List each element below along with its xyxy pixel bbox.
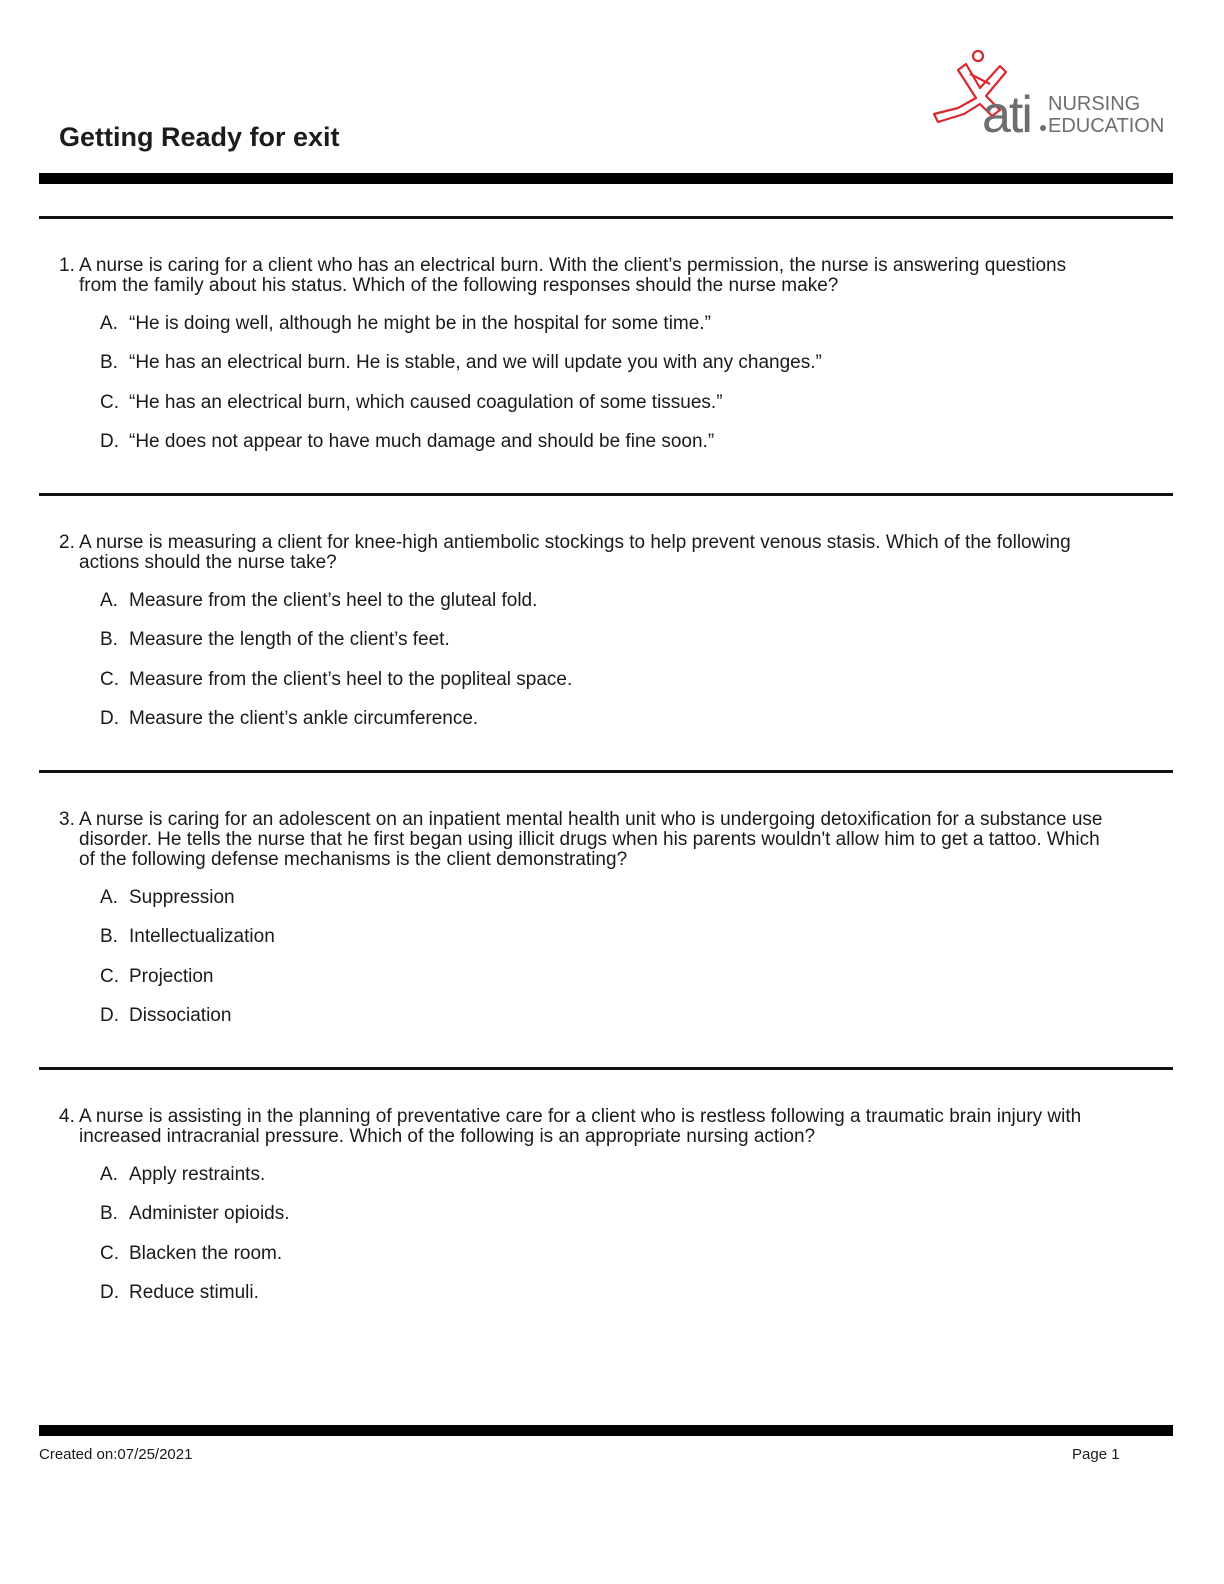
created-date: Created on:07/25/2021 — [39, 1446, 193, 1463]
question-1-option-a[interactable] — [100, 313, 711, 335]
question-1-option-b[interactable] — [100, 352, 822, 374]
option-letter: B. — [100, 352, 118, 373]
option-text: Intellectualization — [129, 926, 275, 947]
option-letter: A. — [100, 590, 118, 611]
question-2 — [59, 533, 1109, 573]
option-letter: D. — [100, 1005, 119, 1026]
logo-registered-dot — [1040, 125, 1046, 131]
section-divider — [39, 216, 1173, 219]
question-3-option-a[interactable] — [100, 887, 235, 909]
option-text: Measure the client’s ankle circumference. — [129, 708, 479, 729]
question-text: A nurse is caring for an adolescent on an inpatient mental health unit who is undergoing detoxification for a substance use disorder. He tells the nurse that he first began using illicit drugs when his parents wouldn't allow him to get a tattoo. Which of the following defense mechanisms is the client demonstrating? — [79, 809, 1103, 870]
question-1-option-c[interactable] — [100, 392, 723, 414]
option-letter: C. — [100, 966, 119, 987]
logo-line-education: EDUCATION — [1048, 115, 1165, 137]
option-letter: A. — [100, 1164, 118, 1185]
option-text: Administer opioids. — [129, 1203, 290, 1224]
question-number: 1. — [59, 255, 75, 276]
section-divider — [39, 1067, 1173, 1070]
option-text: Suppression — [129, 887, 235, 908]
option-text: Measure from the client’s heel to the popliteal space. — [129, 669, 573, 690]
option-text: Dissociation — [129, 1005, 232, 1026]
option-text: Blacken the room. — [129, 1243, 283, 1264]
option-text: Reduce stimuli. — [129, 1282, 259, 1303]
option-letter: A. — [100, 887, 118, 908]
question-text: A nurse is assisting in the planning of preventative care for a client who is restless following a traumatic brain injury with increased intracranial pressure. Which of the following is an appropriate nursing action? — [79, 1106, 1082, 1147]
option-text: “He does not appear to have much damage and should be fine soon.” — [129, 431, 715, 452]
section-divider — [39, 770, 1173, 773]
page-number: Page 1 — [1072, 1446, 1120, 1463]
ati-nursing-education-logo — [930, 44, 1165, 144]
question-number: 4. — [59, 1106, 75, 1127]
question-3 — [59, 810, 1109, 870]
logo-line-nursing: NURSING — [1048, 93, 1141, 115]
header-divider — [39, 173, 1173, 184]
footer-divider — [39, 1425, 1173, 1436]
option-letter: C. — [100, 669, 119, 690]
question-4-option-d[interactable] — [100, 1282, 259, 1304]
section-divider — [39, 493, 1173, 496]
question-2-option-a[interactable] — [100, 590, 537, 612]
option-letter: B. — [100, 629, 118, 650]
question-3-option-c[interactable] — [100, 966, 214, 988]
option-letter: B. — [100, 1203, 118, 1224]
question-4-option-c[interactable] — [100, 1243, 282, 1265]
option-text: “He has an electrical burn, which caused coagulation of some tissues.” — [129, 392, 723, 413]
question-1-option-d[interactable] — [100, 431, 714, 453]
question-2-option-d[interactable] — [100, 708, 478, 730]
option-text: “He is doing well, although he might be in the hospital for some time.” — [129, 313, 711, 334]
question-4 — [59, 1107, 1109, 1147]
question-number: 2. — [59, 532, 75, 553]
question-4-option-a[interactable] — [100, 1164, 265, 1186]
question-text: A nurse is caring for a client who has an electrical burn. With the client’s permission, the nurse is answering questions from the family about his status. Which of the following responses should the nurse make? — [79, 255, 1067, 296]
question-text: A nurse is measuring a client for knee-high antiembolic stockings to help prevent venous stasis. Which of the following actions should the nurse take? — [79, 532, 1071, 573]
question-3-option-d[interactable] — [100, 1005, 231, 1027]
question-2-option-c[interactable] — [100, 669, 572, 691]
question-4-option-b[interactable] — [100, 1203, 290, 1225]
option-text: “He has an electrical burn. He is stable, and we will update you with any changes.” — [129, 352, 822, 373]
option-letter: A. — [100, 313, 118, 334]
question-2-option-b[interactable] — [100, 629, 450, 651]
option-letter: B. — [100, 926, 118, 947]
question-3-option-b[interactable] — [100, 926, 275, 948]
option-text: Measure the length of the client’s feet. — [129, 629, 450, 650]
option-text: Projection — [129, 966, 214, 987]
question-number: 3. — [59, 809, 75, 830]
option-letter: C. — [100, 1243, 119, 1264]
logo-brand-text: ati — [982, 86, 1031, 144]
option-letter: D. — [100, 431, 119, 452]
page-title: Getting Ready for exit — [59, 122, 340, 152]
option-letter: D. — [100, 1282, 119, 1303]
question-1 — [59, 256, 1109, 296]
option-text: Measure from the client’s heel to the gluteal fold. — [129, 590, 538, 611]
option-text: Apply restraints. — [129, 1164, 266, 1185]
option-letter: D. — [100, 708, 119, 729]
option-letter: C. — [100, 392, 119, 413]
